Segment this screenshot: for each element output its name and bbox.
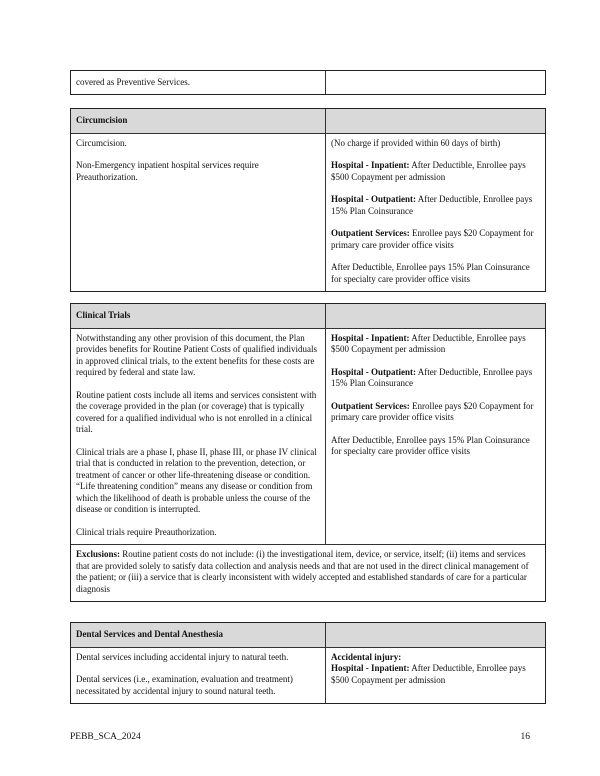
dental-body-row — [71, 647, 545, 704]
clinical-trials-exclusions: Exclusions: Routine patient costs do not include: (i) the investigational item, device, or service, itself; (ii) items and services that are provided solely to satisfy data collection and analysis needs and that are not used in the direct clinical management of the patient; or (iii) a service that is clearly inconsistent with widely accepted and established standards of care for a particular diagnosis — [76, 549, 529, 594]
cost-line: Hospital - Inpatient: After Deductible, Enrollee pays $500 Copayment per admission — [331, 160, 526, 182]
cost-line: After Deductible, Enrollee pays 15% Plan Coinsurance for specialty care provider office visits — [331, 434, 530, 456]
dental-paragraph: Dental services (i.e., examination, evaluation and treatment) necessitated by accidental injury to sound natural teeth. — [76, 674, 293, 696]
circumcision-header-row — [71, 109, 545, 133]
cost-line: After Deductible, Enrollee pays 15% Plan Coinsurance for specialty care provider office visits — [331, 262, 530, 284]
cost-line: Hospital - Inpatient: After Deductible, Enrollee pays $500 Copayment per admission — [331, 663, 526, 685]
circumcision-header: Circumcision — [71, 109, 326, 133]
cost-line: Hospital - Inpatient: After Deductible, Enrollee pays $500 Copayment per admission — [331, 332, 526, 354]
dental-paragraph: Dental services including accidental injury to natural teeth. — [76, 651, 289, 662]
dental-header-row — [71, 623, 545, 647]
cost-line: Hospital - Outpatient: After Deductible, Enrollee pays 15% Plan Coinsurance — [331, 366, 533, 388]
circumcision-body-row — [71, 133, 545, 292]
clinical-trials-header: Clinical Trials — [71, 304, 326, 328]
circumcision-paragraph: Non-Emergency inpatient hospital services require Preauthorization. — [76, 160, 259, 182]
cost-line: Hospital - Outpatient: After Deductible, Enrollee pays 15% Plan Coinsurance — [331, 194, 533, 216]
footer-doc-id: PEBB_SCA_2024 — [70, 732, 141, 742]
clinical-trials-paragraph: Routine patient costs include all items and services consistent with the coverage provided in the plan (or coverage) that is typically covered for a qualified individual who is not enrolled in a clinical trial. — [76, 389, 317, 434]
clinical-trials-paragraph: Clinical trials require Preauthorization. — [76, 526, 217, 537]
footer-page-number: 16 — [520, 732, 530, 742]
clinical-trials-body-row — [71, 328, 545, 545]
preventive-continuation-cost — [326, 71, 545, 94]
circumcision-cost-share — [326, 134, 545, 292]
clinical-trials-paragraph: Notwithstanding any other provision of this document, the Plan provides benefits for Routine Patient Costs of qualified individuals in approved clinical trials, to the extent benefits for these costs are required by federal and state law. — [76, 332, 317, 377]
clinical-trials-header-blank — [326, 304, 545, 328]
dental-header-blank — [326, 623, 545, 647]
clinical-trials-header-row — [71, 304, 545, 328]
dental-description — [71, 648, 326, 704]
dental-cost-share — [326, 648, 545, 704]
clinical-trials-paragraph: Clinical trials are a phase I, phase II, phase III, or phase IV clinical trial that is conducted in relation to the prevention, detection, or treatment of cancer or other life-threatening disease or condition. “Life threatening condition” means any disease or condition from which the likelihood of death is probable unless the course of the disease or condition is interrupted. — [76, 446, 317, 514]
circumcision-paragraph: Circumcision. — [76, 137, 127, 148]
dental-heading: Accidental injury: — [331, 651, 402, 662]
preventive-continuation-table — [70, 70, 546, 95]
circumcision-table — [70, 108, 546, 292]
circumcision-description — [71, 134, 326, 292]
circumcision-note: (No charge if provided within 60 days of birth) — [331, 137, 501, 148]
clinical-trials-cost-share — [326, 329, 545, 545]
dental-header: Dental Services and Dental Anesthesia — [71, 623, 326, 647]
dental-table — [70, 622, 546, 704]
clinical-trials-exclusions-row — [71, 544, 545, 601]
cost-line: Outpatient Services: Enrollee pays $20 Copayment for primary care provider office visits — [331, 400, 534, 422]
preventive-continuation-text: covered as Preventive Services. — [71, 71, 326, 94]
clinical-trials-description — [71, 329, 326, 545]
clinical-trials-table — [70, 303, 546, 602]
circumcision-header-blank — [326, 109, 545, 133]
cost-line: Outpatient Services: Enrollee pays $20 Copayment for primary care provider office visits — [331, 228, 534, 250]
